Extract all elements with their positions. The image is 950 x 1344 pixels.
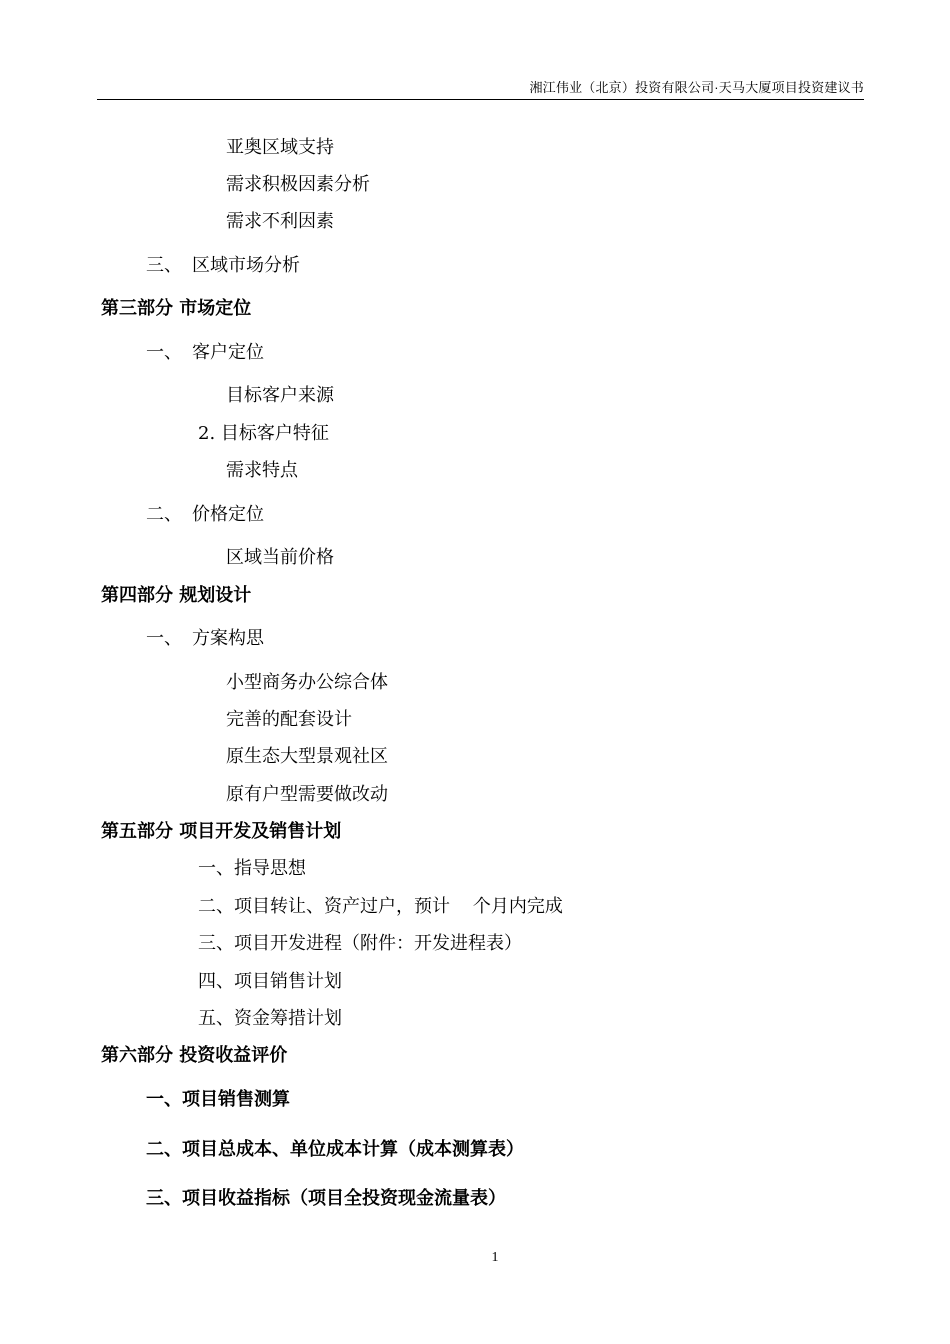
section-number: 一、	[146, 628, 182, 649]
toc-item: 区域当前价格	[226, 547, 334, 568]
toc-subsection	[146, 504, 264, 526]
page-header	[97, 79, 864, 100]
page-number: 1	[491, 1250, 499, 1265]
toc-item: 原有户型需要做改动	[226, 784, 388, 805]
part-heading: 第三部分 市场定位	[101, 298, 252, 319]
section-title: 客户定位	[192, 342, 264, 363]
toc-item: 四、项目销售计划	[198, 971, 342, 992]
toc-subsection: 一、项目销售测算	[146, 1089, 290, 1110]
toc-item: 亚奥区域支持	[226, 137, 334, 158]
toc-subsection	[146, 628, 264, 650]
section-number: 二、	[146, 504, 182, 525]
section-title: 价格定位	[192, 504, 264, 525]
section-number: 三、	[146, 255, 182, 276]
toc-subsection: 三、项目收益指标（项目全投资现金流量表）	[146, 1188, 506, 1209]
toc-item: 完善的配套设计	[226, 709, 352, 730]
toc-item: 目标客户来源	[226, 385, 334, 406]
toc-item: 五、资金筹措计划	[198, 1008, 342, 1029]
toc-item: 需求积极因素分析	[226, 174, 370, 195]
toc-subsection: 二、项目总成本、单位成本计算（成本测算表）	[146, 1139, 524, 1160]
section-title: 区域市场分析	[192, 255, 300, 276]
toc-item: 一、指导思想	[198, 858, 306, 879]
toc-item: 需求特点	[226, 460, 298, 481]
toc-subsection	[146, 342, 264, 364]
part-heading: 第六部分 投资收益评价	[101, 1045, 288, 1066]
section-title: 方案构思	[192, 628, 264, 649]
toc-item: 三、项目开发进程（附件：开发进程表）	[198, 933, 522, 954]
part-heading: 第四部分 规划设计	[101, 585, 252, 606]
toc-item: 小型商务办公综合体	[226, 672, 388, 693]
section-number: 一、	[146, 342, 182, 363]
toc-item: 原生态大型景观社区	[226, 746, 388, 767]
toc-item: 2. 目标客户特征	[198, 423, 329, 444]
toc-subsection	[146, 255, 300, 277]
header-title: 湘江伟业（北京）投资有限公司·天马大厦项目投资建议书	[529, 80, 864, 95]
part-heading: 第五部分 项目开发及销售计划	[101, 821, 342, 842]
toc-item: 需求不利因素	[226, 211, 334, 232]
toc-item: 二、项目转让、资产过户，预计 个月内完成	[198, 896, 563, 917]
